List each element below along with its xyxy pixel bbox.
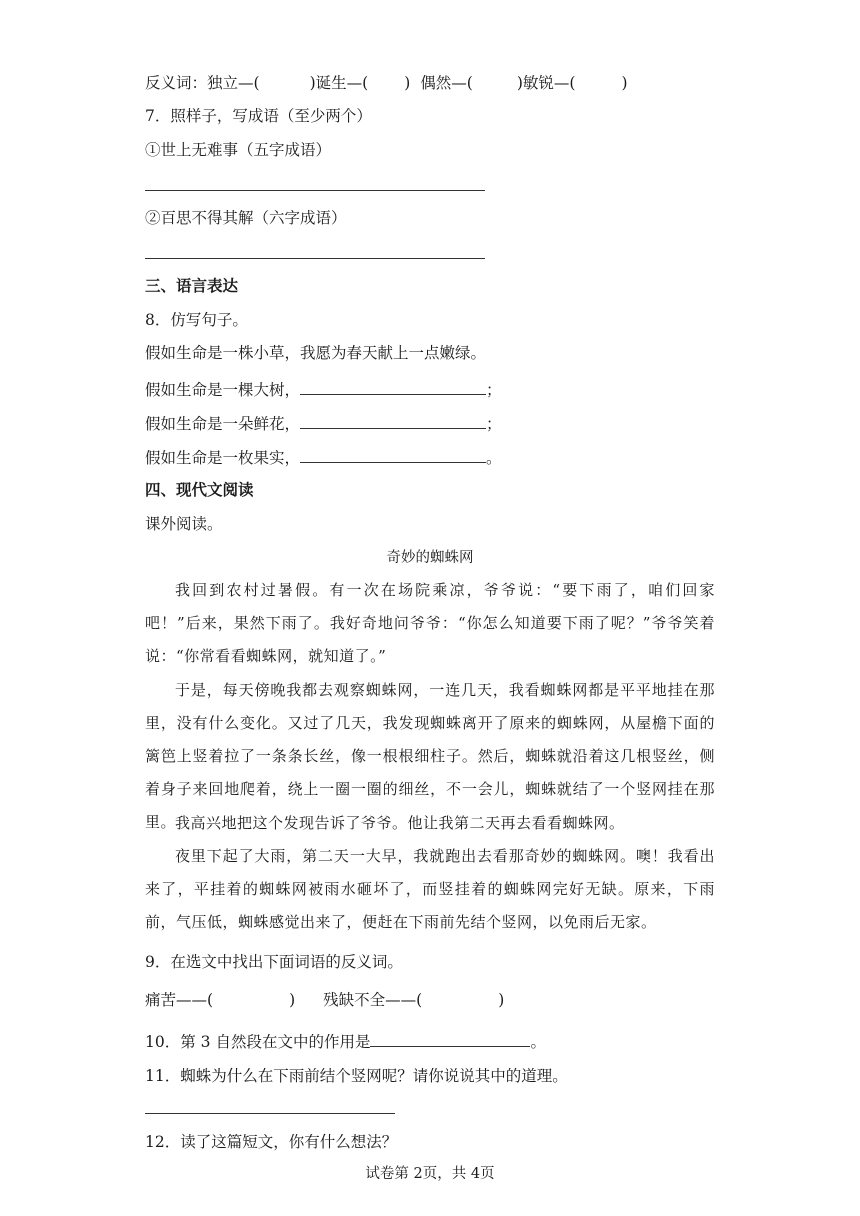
q8-prompt: 8．仿写句子。 <box>145 311 248 329</box>
q7-item2: ②百思不得其解（六字成语） <box>145 209 347 227</box>
section4-heading: 四、现代文阅读 <box>145 480 254 499</box>
q8-line-3: 假如生命是一枚果实， 。 <box>145 446 502 468</box>
q7-answer-line-1[interactable] <box>145 190 485 191</box>
antonym-prefix: 反义词： <box>145 74 208 92</box>
q9-answers: 痛苦——( ) 残缺不全——( ) <box>145 991 505 1009</box>
q8-line-1: 假如生命是一棵大树， ； <box>145 378 502 400</box>
q11-answer-line[interactable] <box>145 1113 395 1114</box>
q9-prompt: 9．在选文中找出下面词语的反义词。 <box>145 953 403 971</box>
passage-paragraph-2: 于是，每天傍晚我都去观察蜘蛛网，一连几天，我看蜘蛛网都是平平地挂在那里，没有什么变化。又过了几天，我发现蜘蛛离开了原来的蜘蛛网，从屋檐下面的篱笆上竖着拉了一条条长丝，像一根根细柱子。然后，蜘蛛就沿着这几根竖丝，侧着身子来回地爬着，绕上一圈一圈的细丝，不一会儿，蜘蛛就结了一个竖网挂在那里。 <box>145 681 715 831</box>
q8-blank-1[interactable] <box>300 378 486 395</box>
passage-paragraph-4: 夜里下起了大雨，第二天一大早，我就跑出去看那奇妙的蜘蛛网。噢！我看出来了，平挂着的蜘蛛网被雨水砸坏了，而竖挂着的蜘蛛网完好无缺。原来，下雨前，气压低，蜘蛛感觉出来了，便赶在下雨前先结个竖网，以免雨后无家。 <box>145 847 715 931</box>
q8-line-2: 假如生命是一朵鲜花， ； <box>145 412 502 434</box>
reading-intro: 课外阅读。 <box>145 515 223 533</box>
q7-prompt: 7．照样子，写成语（至少两个） <box>145 107 372 125</box>
passage-paragraph-1: 我回到农村过暑假。有一次在场院乘凉，爷爷说：“要下雨了，咱们回家吧！”后来，果然下雨了。我好奇地问爷爷：“你怎么知道要下雨了呢？”爷爷笑着说：“你常看看蜘蛛网，就知道了。” <box>145 581 715 665</box>
antonym-line: 反义词：独立—( )诞生—( ) 偶然—( )敏锐—( ) <box>145 74 628 92</box>
section3-heading: 三、语言表达 <box>145 276 239 295</box>
q8-blank-2[interactable] <box>300 412 486 429</box>
passage-title: 奇妙的蜘蛛网 <box>386 550 474 566</box>
q7-item1: ①世上无难事（五字成语） <box>145 141 332 159</box>
passage-paragraph-3: 我高兴地把这个发现告诉了爷爷。他让我第二天再去看看蜘蛛网。 <box>175 814 625 832</box>
antonym-word: 偶然—( <box>420 74 473 92</box>
q7-answer-line-2[interactable] <box>145 258 485 259</box>
antonym-word: 独立—( <box>207 74 260 92</box>
q10-blank[interactable] <box>370 1030 530 1047</box>
page-footer: 试卷第 2页，共 4页 <box>365 1166 495 1182</box>
q11-prompt: 11．蜘蛛为什么在下雨前结个竖网呢？请你说说其中的道理。 <box>145 1067 568 1085</box>
antonym-word: 敏锐—( <box>522 74 576 92</box>
q12-prompt: 12．读了这篇短文，你有什么想法？ <box>145 1133 398 1151</box>
q8-blank-3[interactable] <box>300 446 486 463</box>
q10-line: 10．第 3 自然段在文中的作用是 。 <box>145 1030 546 1052</box>
antonym-word: 诞生—( <box>315 74 369 92</box>
q8-example: 假如生命是一株小草，我愿为春天献上一点嫩绿。 <box>145 344 487 362</box>
